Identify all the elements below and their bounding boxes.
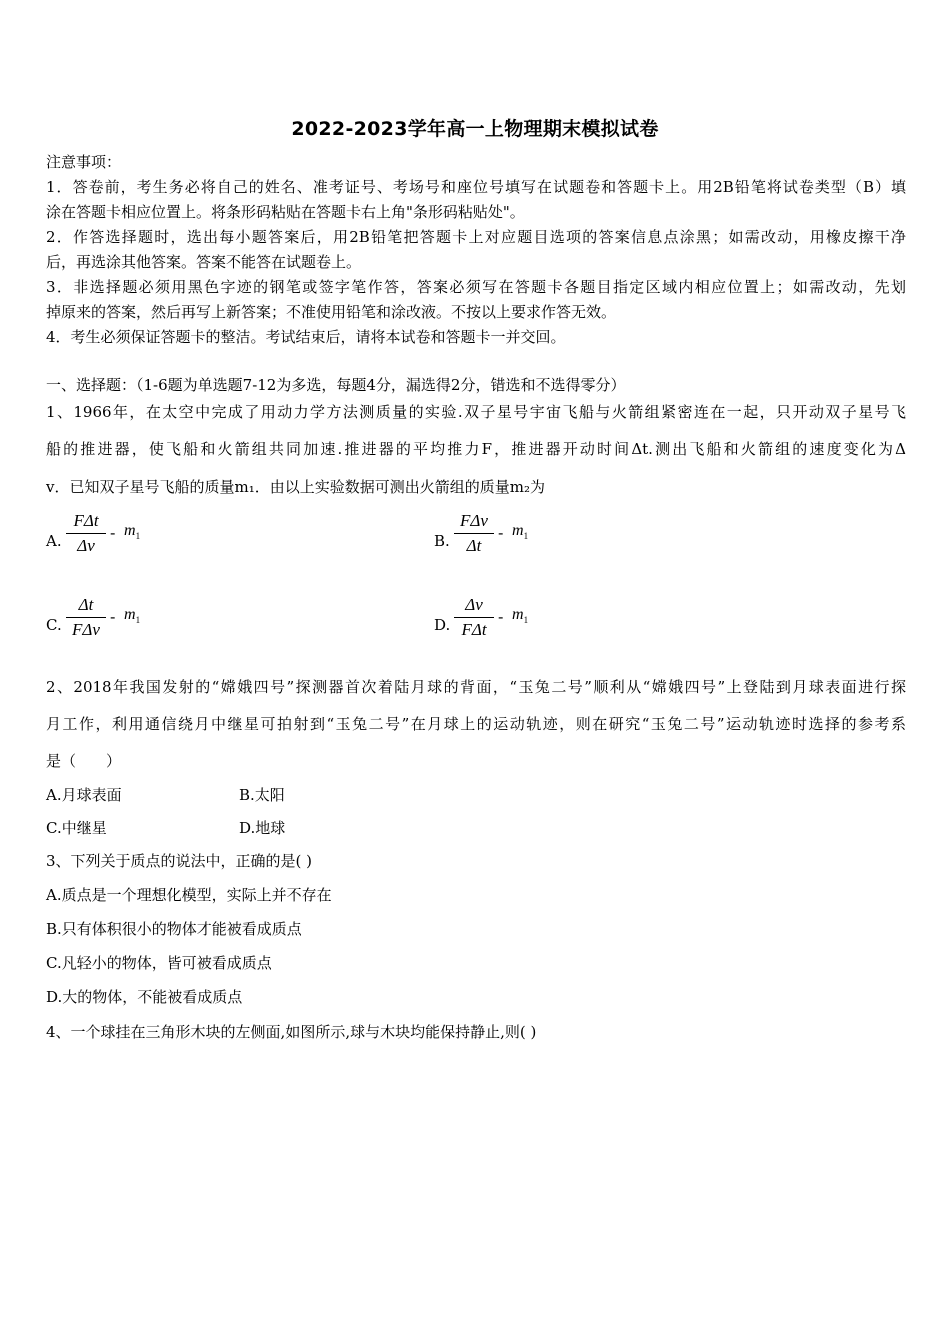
fraction-bar xyxy=(66,617,106,618)
minus-sign: - xyxy=(110,607,116,626)
notice-line: 3．非选择题必须用黑色字迹的钢笔或签字笔作答，答案必须写在答题卡各题目指定区域内相应位置上；如需改动，先划 xyxy=(46,278,906,296)
mass-letter: m xyxy=(124,606,136,623)
mass-subscript: 1 xyxy=(135,615,141,626)
notice-line: 后，再选涂其他答案。答案不能答在试题卷上。 xyxy=(46,253,362,271)
fraction xyxy=(66,594,106,641)
notice-line: 4．考生必须保证答题卡的整洁。考试结束后，请将本试卷和答题卡一并交回。 xyxy=(46,328,566,346)
mass-subscript: 1 xyxy=(523,615,529,626)
notice-heading: 注意事项： xyxy=(46,153,122,171)
q2-option-d: D.地球 xyxy=(239,819,286,837)
option-label: D. xyxy=(434,616,451,634)
q3-stem: 3、下列关于质点的说法中，正确的是( ) xyxy=(46,852,313,870)
minus-sign: - xyxy=(498,607,504,626)
q1-option-c xyxy=(46,594,186,642)
q2-option-b: B.太阳 xyxy=(239,786,285,804)
q2-option-a: A.月球表面 xyxy=(46,786,122,804)
exam-title: 2022-2023学年高一上物理期末模拟试卷 xyxy=(291,118,659,140)
fraction-numerator: FΔv xyxy=(460,511,488,530)
mass-letter: m xyxy=(124,522,136,539)
notice-line: 1．答卷前，考生务必将自己的姓名、准考证号、考场号和座位号填写在试题卷和答题卡上。用2B铅笔将试卷类型（B）填 xyxy=(46,178,906,196)
q1-stem-line: 船的推进器，使飞船和火箭组共同加速.推进器的平均推力F，推进器开动时间Δt.测出飞船和火箭组的速度变化为Δ xyxy=(46,440,906,458)
notice-line: 2．作答选择题时，选出每小题答案后，用2B铅笔把答题卡上对应题目选项的答案信息点涂黑；如需改动，用橡皮擦干净 xyxy=(46,228,906,246)
mass-symbol xyxy=(512,606,528,625)
notice-line: 掉原来的答案，然后再写上新答案；不准使用铅笔和涂改液。不按以上要求作答无效。 xyxy=(46,303,617,321)
fraction-denominator: FΔt xyxy=(461,620,487,639)
q2-option-c: C.中继星 xyxy=(46,819,107,837)
mass-symbol xyxy=(124,522,140,541)
q3-option-b: B.只有体积很小的物体才能被看成质点 xyxy=(46,920,302,938)
fraction-denominator: Δv xyxy=(77,536,95,555)
mass-symbol xyxy=(512,522,528,541)
section-heading: 一、选择题：（1-6题为单选题7-12为多选，每题4分，漏选得2分，错选和不选得零分） xyxy=(46,376,626,394)
mass-subscript: 1 xyxy=(523,531,529,542)
option-label: B. xyxy=(434,532,450,550)
minus-sign: - xyxy=(498,523,504,542)
fraction-numerator: Δv xyxy=(465,595,483,614)
q3-option-c: C.凡轻小的物体，皆可被看成质点 xyxy=(46,954,272,972)
mass-letter: m xyxy=(512,606,524,623)
q3-option-d: D.大的物体，不能被看成质点 xyxy=(46,988,243,1006)
q1-option-d xyxy=(434,594,574,642)
q1-option-b xyxy=(434,510,574,558)
fraction-bar xyxy=(66,533,106,534)
q2-stem-line: 是（ ） xyxy=(46,752,122,770)
option-label: A. xyxy=(46,532,62,550)
fraction xyxy=(454,510,494,557)
notice-line: 涂在答题卡相应位置上。将条形码粘贴在答题卡右上角"条形码粘贴处"。 xyxy=(46,203,525,221)
fraction-numerator: Δt xyxy=(78,595,94,614)
mass-symbol xyxy=(124,606,140,625)
q1-option-a xyxy=(46,510,186,558)
fraction-numerator: FΔt xyxy=(73,511,99,530)
q2-stem-line: 2、2018年我国发射的“嫦娥四号”探测器首次着陆月球的背面，“玉兔二号”顺利从“嫦娥四号”上登陆到月球表面进行探 xyxy=(46,678,906,696)
q3-option-a: A.质点是一个理想化模型，实际上并不存在 xyxy=(46,886,332,904)
fraction-denominator: Δt xyxy=(466,536,482,555)
minus-sign: - xyxy=(110,523,116,542)
fraction xyxy=(66,510,106,557)
mass-subscript: 1 xyxy=(135,531,141,542)
fraction-bar xyxy=(454,617,494,618)
q4-stem: 4、一个球挂在三角形木块的左侧面,如图所示,球与木块均能保持静止,则( ) xyxy=(46,1023,537,1041)
q1-stem-line: v．已知双子星号飞船的质量m₁．由以上实验数据可测出火箭组的质量m₂为 xyxy=(46,478,545,496)
fraction xyxy=(454,594,494,641)
q2-stem-line: 月工作，利用通信绕月中继星可拍射到“玉兔二号”在月球上的运动轨迹，则在研究“玉兔二号”运动轨迹时选择的参考系 xyxy=(46,715,906,733)
option-label: C. xyxy=(46,616,62,634)
q1-stem-line: 1、1966年，在太空中完成了用动力学方法测质量的实验.双子星号宇宙飞船与火箭组紧密连在一起，只开动双子星号飞 xyxy=(46,403,906,421)
fraction-bar xyxy=(454,533,494,534)
mass-letter: m xyxy=(512,522,524,539)
fraction-denominator: FΔv xyxy=(72,620,100,639)
